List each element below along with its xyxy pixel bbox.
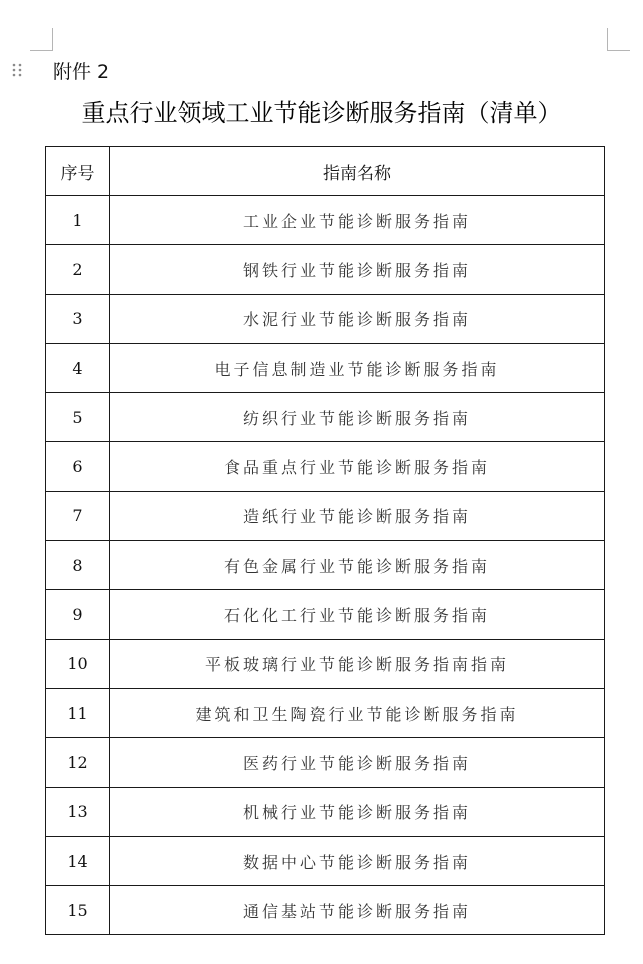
row-index: 6 [46, 442, 110, 491]
page-margin-corner-top-left [30, 28, 53, 51]
row-index: 10 [46, 639, 110, 688]
row-index: 11 [46, 688, 110, 737]
row-guide-name: 平板玻璃行业节能诊断服务指南指南 [110, 639, 605, 688]
row-index: 12 [46, 738, 110, 787]
row-index: 8 [46, 541, 110, 590]
table-row [46, 787, 605, 836]
row-guide-name: 有色金属行业节能诊断服务指南 [110, 541, 605, 590]
row-guide-name: 机械行业节能诊断服务指南 [110, 787, 605, 836]
row-guide-name: 电子信息制造业节能诊断服务指南 [110, 343, 605, 392]
guide-list-table [45, 146, 605, 935]
page-margin-corner-top-right [607, 28, 630, 51]
row-index: 3 [46, 294, 110, 343]
row-guide-name: 钢铁行业节能诊断服务指南 [110, 245, 605, 294]
row-guide-name: 工业企业节能诊断服务指南 [110, 196, 605, 245]
row-guide-name: 纺织行业节能诊断服务指南 [110, 393, 605, 442]
row-guide-name: 医药行业节能诊断服务指南 [110, 738, 605, 787]
row-guide-name: 建筑和卫生陶瓷行业节能诊断服务指南 [110, 688, 605, 737]
table-row [46, 541, 605, 590]
table-row [46, 393, 605, 442]
table-row [46, 590, 605, 639]
row-index: 9 [46, 590, 110, 639]
attachment-label: 附件 2 [53, 61, 110, 83]
table-row [46, 836, 605, 885]
row-index: 1 [46, 196, 110, 245]
row-index: 4 [46, 343, 110, 392]
row-guide-name: 造纸行业节能诊断服务指南 [110, 491, 605, 540]
table-row [46, 245, 605, 294]
document-title: 重点行业领域工业节能诊断服务指南（清单） [81, 99, 562, 127]
drag-handle-icon[interactable] [11, 62, 23, 78]
row-index: 13 [46, 787, 110, 836]
row-guide-name: 水泥行业节能诊断服务指南 [110, 294, 605, 343]
table-row [46, 196, 605, 245]
header-guide-name: 指南名称 [110, 147, 605, 196]
table-header-row [46, 147, 605, 196]
row-guide-name: 数据中心节能诊断服务指南 [110, 836, 605, 885]
row-guide-name: 石化化工行业节能诊断服务指南 [110, 590, 605, 639]
table-row [46, 343, 605, 392]
table-row [46, 639, 605, 688]
row-guide-name: 通信基站节能诊断服务指南 [110, 886, 605, 935]
row-index: 5 [46, 393, 110, 442]
row-index: 14 [46, 836, 110, 885]
header-index: 序号 [46, 147, 110, 196]
table-row [46, 688, 605, 737]
table-row [46, 294, 605, 343]
table-row [46, 738, 605, 787]
row-guide-name: 食品重点行业节能诊断服务指南 [110, 442, 605, 491]
row-index: 15 [46, 886, 110, 935]
table-body [46, 196, 605, 935]
table-row [46, 491, 605, 540]
row-index: 2 [46, 245, 110, 294]
table-row [46, 886, 605, 935]
table-row [46, 442, 605, 491]
row-index: 7 [46, 491, 110, 540]
